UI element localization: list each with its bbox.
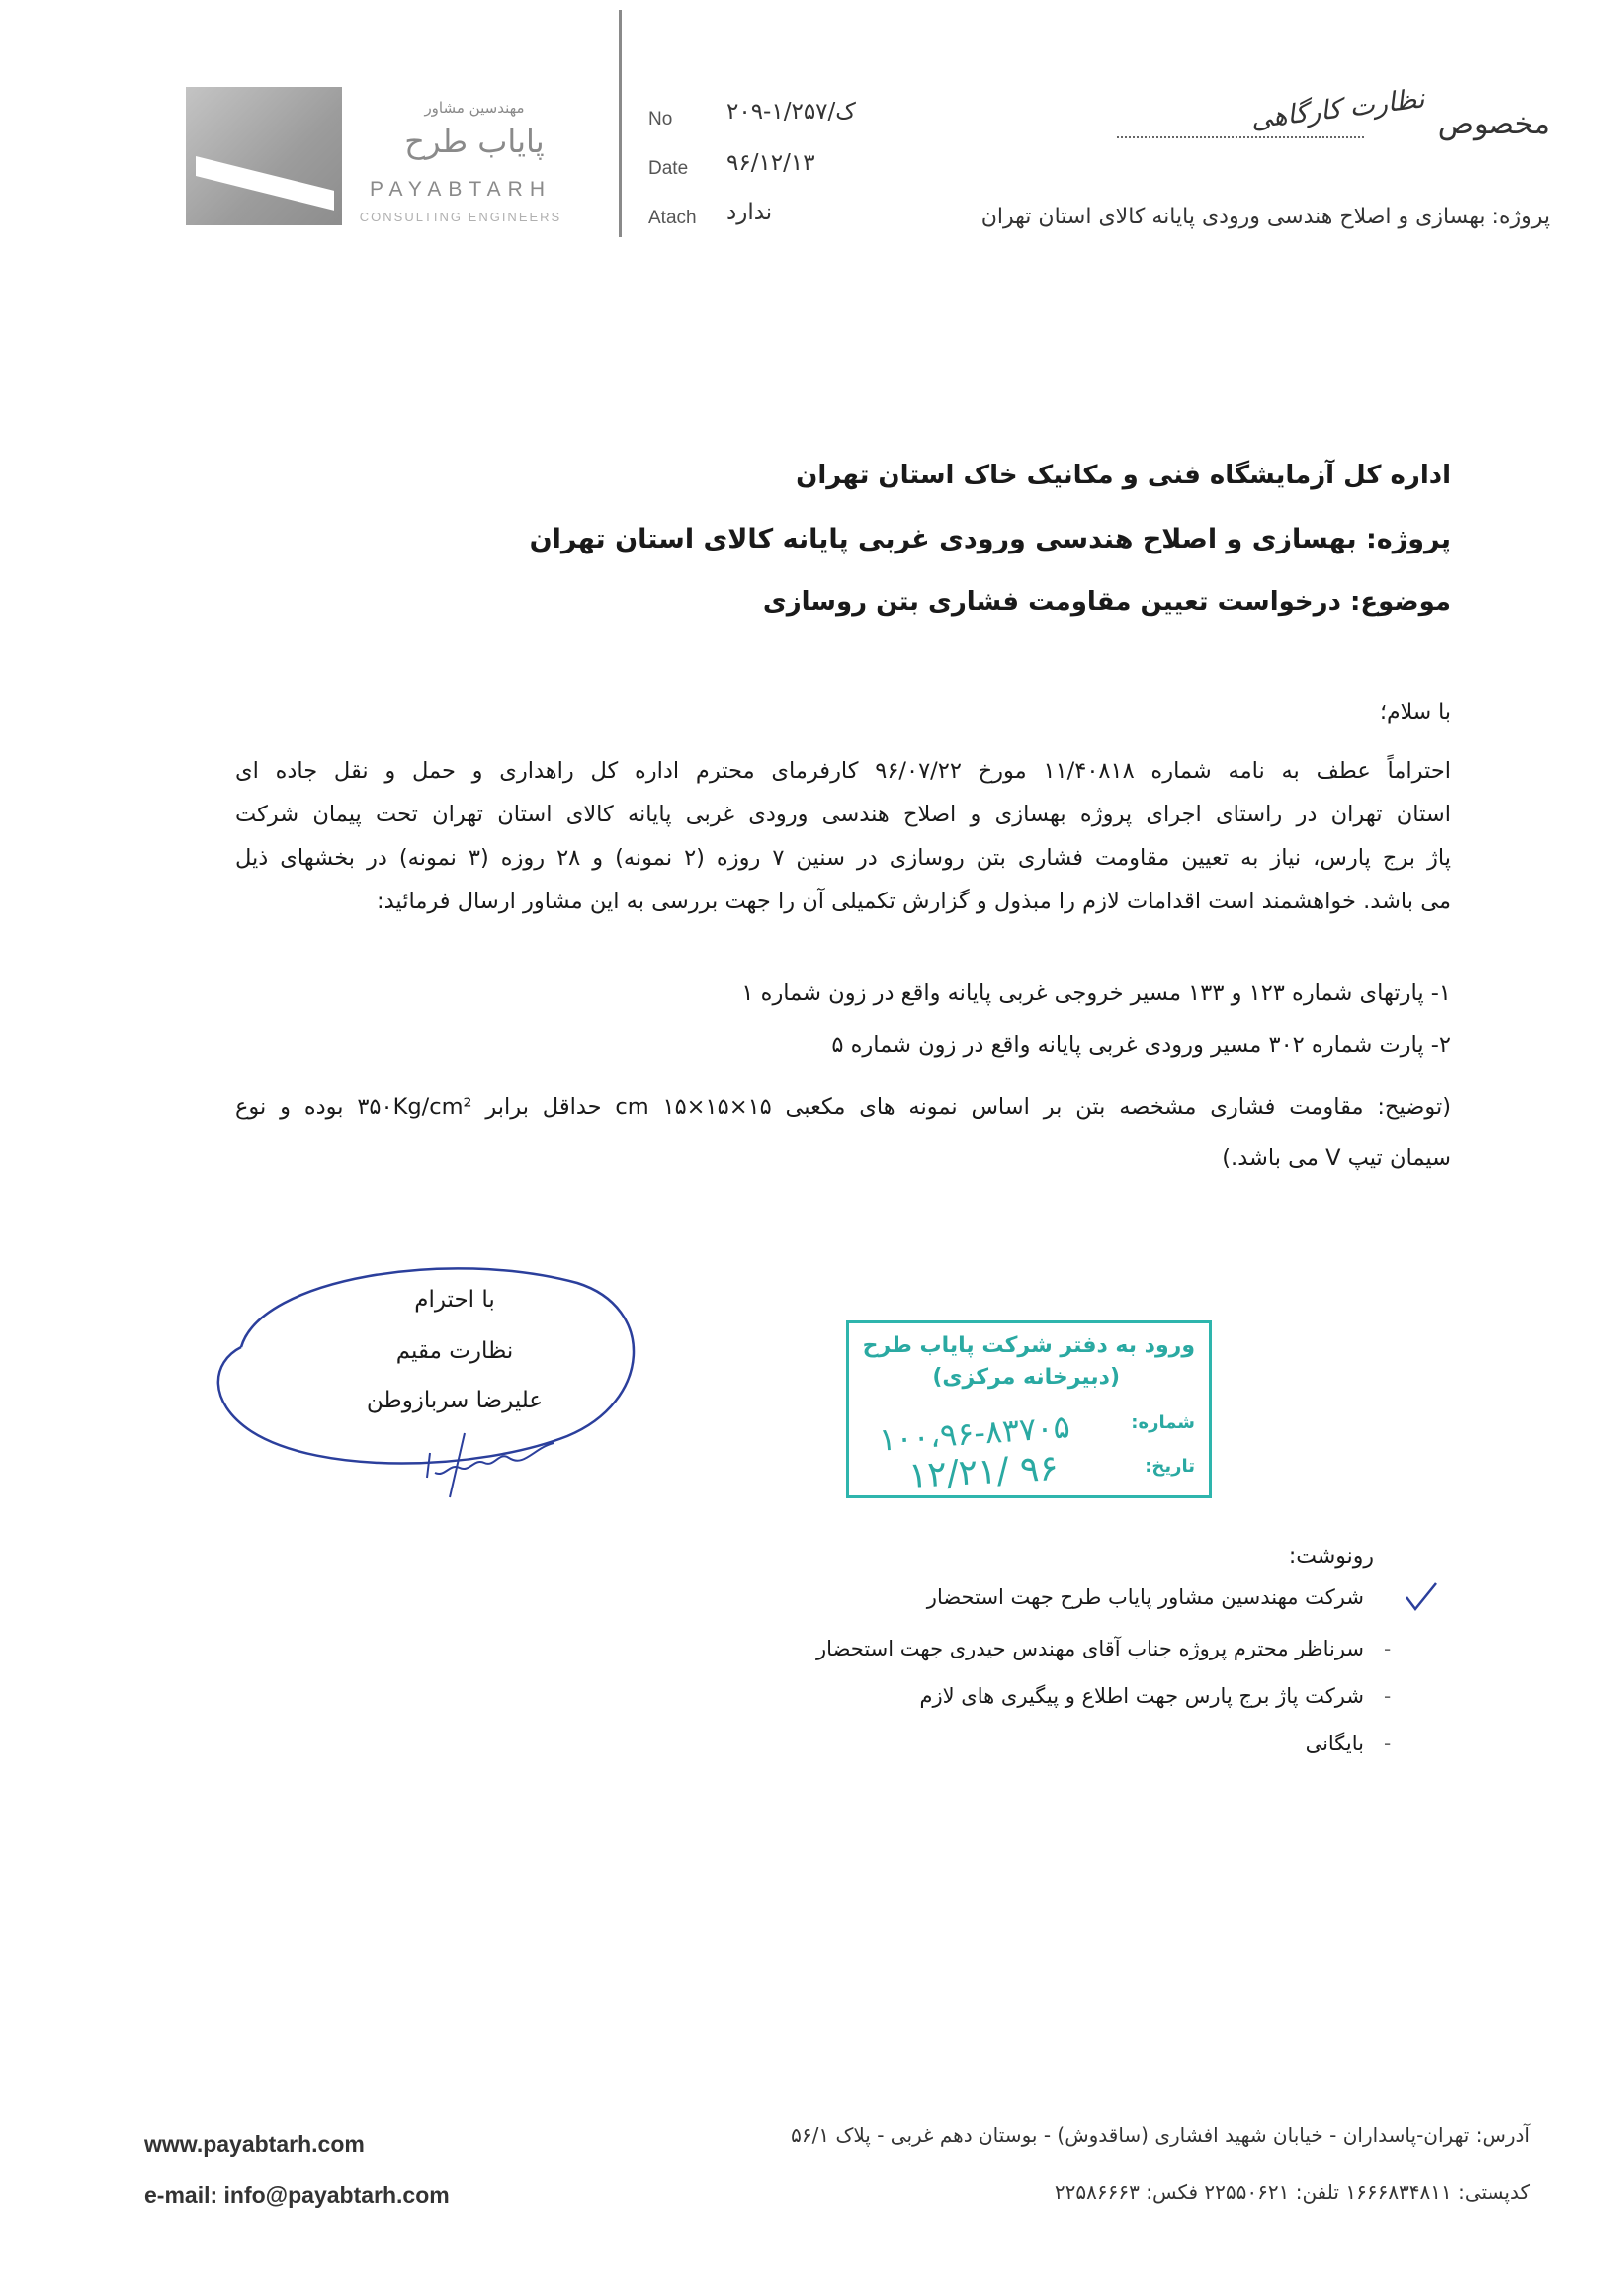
paragraph-line: احتراماً عطف به نامه شماره ۱۱/۴۰۸۱۸ مورخ ۹۶/۰۷/۲۲ کارفرمای محترم اداره کل راهداری و حمل و نقل جاده ای [235,758,1452,784]
logo-latin-subtitle: CONSULTING ENGINEERS [359,210,562,224]
cc-dash: - [1384,1732,1392,1755]
note-line: سیمان تیپ V می باشد.) [1222,1146,1451,1171]
list-item: ۲- پارت شماره ۳۰۲ مسیر ورودی غربی پایانه واقع در زون شماره ۵ [831,1032,1451,1058]
paragraph-line: استان تهران در راستای اجرای پروژه بهسازی و اصلاح هندسی ورودی غربی پایانه کالای استان تهران تحت پیمان شرکت [235,802,1451,827]
stamp-date-label: تاریخ: [1145,1456,1195,1477]
confidential-underline [1117,136,1364,139]
cc-item: شرکت مهندسین مشاور پایاب طرح جهت استحضار [926,1585,1364,1609]
recipient-office: اداره کل آزمایشگاه فنی و مکانیک خاک استان تهران [796,461,1451,490]
logo-name: پایاب طرح [404,123,545,160]
signature-name: علیرضا سربازوطن [366,1388,544,1413]
cc-item: سرناظر محترم پروژه جناب آقای مهندس حیدری جهت استحضار [816,1637,1364,1660]
confidential-handwriting: نظارت کارگاهی [1248,83,1427,135]
logo-mark [186,87,342,225]
cc-title: رونوشت: [1288,1544,1374,1569]
paragraph-line: پاژ برج پارس، نیاز به تعیین مقاومت فشاری بتن روسازی در سنین ۷ روزه (۲ نمونه) و ۲۸ روزه (۳ نمونه) در بخشهای ذیل [235,845,1452,871]
meta-date-value: ۹۶/۱۲/۱۳ [726,150,815,176]
header-divider [619,10,622,237]
stamp-line1: ورود به دفتر شرکت پایاب طرح [862,1333,1195,1358]
stamp-number-label: شماره: [1131,1412,1195,1433]
recipient-subject: موضوع: درخواست تعیین مقاومت فشاری بتن روسازی [762,587,1451,617]
cc-item: شرکت پاژ برج پارس جهت اطلاع و پیگیری های لازم [919,1684,1364,1708]
cc-item: بایگانی [1305,1732,1364,1755]
footer-contact: کدپستی: ۱۶۶۶۸۳۴۸۱۱ تلفن: ۲۲۵۵۰۶۲۱ فکس: ۲۲۵۸۶۶۶۳ [1054,2180,1530,2204]
stamp-date: ۹۶ /۱۲/۲۱ [907,1448,1060,1496]
greeting: با سلام؛ [1380,700,1451,724]
footer-address: آدرس: تهران-پاسداران - خیابان شهید افشاری (ساقدوش) - بوستان دهم غربی - پلاک ۵۶/۱ [791,2123,1530,2147]
cc-dash: - [1384,1684,1392,1708]
body-paragraph [235,749,1451,923]
body-note [235,1081,1451,1184]
cc-dash: - [1384,1637,1392,1660]
header-project: پروژه: بهسازی و اصلاح هندسی ورودی پایانه کالای استان تهران [980,205,1550,229]
list-item: ۱- پارتهای شماره ۱۲۳ و ۱۳۳ مسیر خروجی غربی پایانه واقع در زون شماره ۱ [741,980,1451,1006]
check-icon [1404,1579,1439,1615]
signature-closing: با احترام [414,1287,495,1313]
footer-website[interactable]: www.payabtarh.com [144,2131,365,2157]
logo-subtitle: مهندسین مشاور [424,99,525,117]
stamp-line2: (دبیرخانه مرکزی) [932,1365,1120,1390]
meta-attach-label: Atach [648,208,697,228]
note-line: (توضیح: مقاومت فشاری مشخصه بتن بر اساس نمونه های مکعبی ۱۵×۱۵×۱۵ cm حداقل برابر ۳۵۰Kg/cm² بوده و نوع [235,1094,1452,1120]
paragraph-line: می باشد. خواهشمند است اقدامات لازم را مبذول و گزارش تکمیلی آن را جهت بررسی به این مشاور ارسال فرمائید: [377,889,1451,914]
registry-stamp [846,1320,1212,1498]
signature-title: نظارت مقیم [395,1338,514,1364]
meta-attach-value: ندارد [726,200,773,225]
meta-no-value: ۲۰۹-۱/ک/۲۵۷ [726,99,856,125]
recipient-project: پروژه: بهسازی و اصلاح هندسی ورودی غربی پایانه کالای استان تهران [529,524,1451,554]
handwritten-signature [415,1423,563,1502]
meta-no-label: No [648,109,673,129]
logo-latin-name: PAYABTARH [370,178,552,201]
meta-date-label: Date [648,158,689,179]
stamp-number: ۱۰۰،۹۶-۸۳۷۰۵ [877,1407,1071,1459]
footer-email[interactable]: e-mail: info@payabtarh.com [144,2182,450,2208]
confidential-label: مخصوص [1437,107,1550,141]
